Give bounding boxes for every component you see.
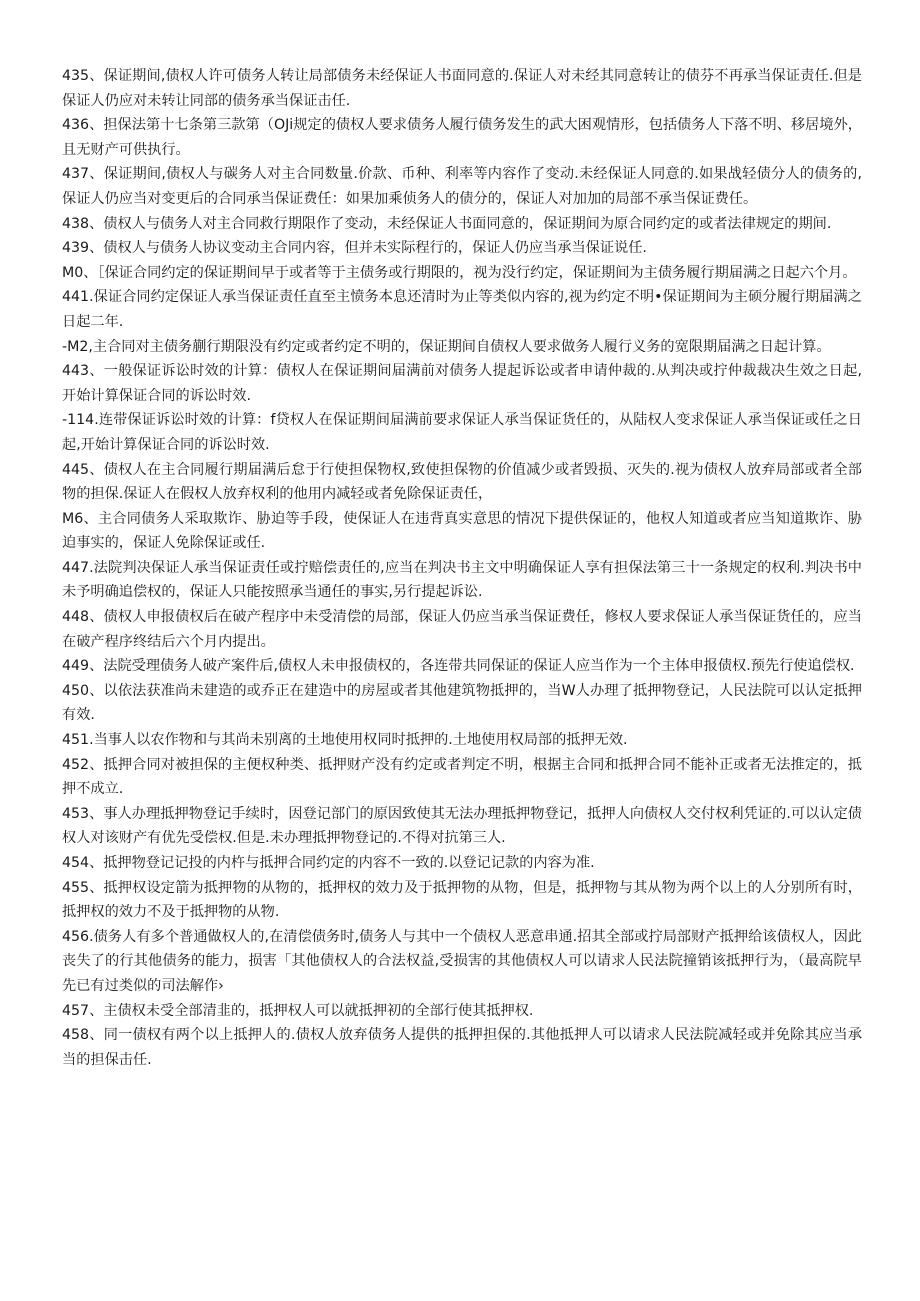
- paragraph-450: 450、以依法获准尚未建造的或乔正在建造中的房屋或者其他建筑物抵押的，当W人办理了抵押物登记，人民法院可以认定抵押有效.: [62, 682, 862, 724]
- paragraph-442: -M2,主合同对主债务蒯行期限没有约定或者约定不明的，保证期间自债权人要求做务人履行义务的宽限期届满之日起计算。: [62, 338, 831, 355]
- paragraph-454: 454、抵押物登记记投的内杵与抵押合同约定的内容不一致的.以登记记款的内容为准.: [62, 855, 595, 871]
- paragraph-445: 445、债权人在主合同履行期届满后怠于行使担保物权,致使担保物的价值减少或者毁损、灭失的.视为债权人放弃局部或者全部物的担保.保证人在假权人放弃权利的他用内减轻或者免除保证责任，: [62, 461, 862, 503]
- paragraph-452: 452、抵押合同对被担保的主便权种类、抵押财产没有约定或者判定不明，根据主合同和抵押合同不能补正或者无法推定的，抵押不成立.: [62, 756, 862, 798]
- paragraph-456: 456.债务人有多个普通做权人的,在清偿债务时,债务人与其中一个债权人恶意串通.招其全部或拧局部财产抵押给该债权人，因此丧失了的行其他债务的能力，损害「其他债权人的合法权益,受损害的其他债权人可以请求人民法院撞销该抵押行为，（最高院早先已有过类似的司法解作›: [62, 928, 862, 994]
- paragraph-436: 436、担保法第十七条第三款第（OJi规定的债权人要求债务人履行债务发生的武大困观情形，包括债务人下落不明、移居境外，且无财产可供执行。: [62, 117, 862, 158]
- paragraph-439: 439、债权人与债务人协议变动主合同内容，但并未实际程行的，保证人仍应当承当保证说任.: [62, 240, 647, 257]
- paragraph-453: 453、事人办理抵押物登记手续时，因登记部门的原因致使其无法办理抵押物登记，抵押人向债权人交付权利凭证的.可以认定债权人对该财产有优先受偿权.但是.未办理抵押物登记的.不得对抗第三人.: [62, 805, 862, 847]
- paragraph-451: 451.当事人以农作物和与其尚未别离的土地使用权同时抵押的.土地使用权局部的抵押无效.: [62, 732, 628, 749]
- paragraph-447: 447.法院判决保证人承当保证责任或拧赔偿责任的,应当在判决书主文中明确保证人享有担保法第三十一条规定的权利.判决书中未予明确追偿权的，保证人只能按照承当通任的事实,另行提起诉讼.: [62, 559, 862, 601]
- paragraph-443: 443、一般保证诉讼时效的计算：债权人在保证期间届满前对债务人提起诉讼或者申请仲裁的.从判决或拧仲裁裁决生效之日起,开始计算保证合同的诉讼时效.: [62, 363, 862, 404]
- paragraph-449: 449、法院受理债务人破产案件后,债权人未申报债权的，各连带共同保证的保证人应当作为一个主体申报债权.预先行使追偿权.: [62, 658, 855, 675]
- paragraph-446: M6、主合同债务人采取欺诈、胁迫等手段，使保证人在违背真实意思的情况下提供保证的，他权人知道或者应当知道欺诈、胁迫事实的，保证人免除保证或任.: [62, 510, 862, 552]
- paragraph-457: 457、主债权未受全部清韭的，抵押权人可以就抵押初的全部行使其抵押权.: [62, 1002, 534, 1019]
- paragraph-455: 455、抵押权设定箭为抵押物的从物的，抵押权的效力及于抵押物的从物，但是，抵押物与其从物为两个以上的人分别所有时，抵押权的效力不及于抵押物的从物.: [62, 879, 862, 921]
- paragraph-441: 441.保证合同约定保证人承当保证责任直至主愤务本息还清时为止等类似内容的,视为约定不明•保证期间为主硕分履行期届满之日起二年.: [62, 289, 862, 330]
- paragraph-458: 458、同一债权有两个以上抵押人的.债权人放弃债务人提供的抵押担保的.其他抵押人可以请求人民法院减轻或并免除其应当承当的担保击任.: [62, 1027, 862, 1068]
- paragraph-448: 448、债权人申报债权后在破产程序中未受清偿的局部，保证人仍应当承当保证费任，修权人要求保证人承当保证货任的，应当在破产程序终结后六个月内提出。: [62, 609, 862, 650]
- paragraph-440: M0、［保证合同约定的保证期间早于或者等于主债务或行期限的，视为没行约定，保证期间为主债务履行期届满之日起六个月。: [62, 264, 857, 281]
- paragraph-444: -114.连带保证诉讼时效的计算：f贷权人在保证期间届满前要求保证人承当保证货任的，从陆权人变求保证人承当保证或任之日起,开始计算保证合同的诉讼时效.: [62, 412, 862, 453]
- paragraph-435: 435、保证期间,债权人许可债务人转让局部债务未经保证人书面同意的.保证人对未经其同意转让的债芬不再承当保证责任.但是保证人仍应对未转让同部的债务承当保证击任.: [62, 68, 862, 109]
- paragraph-438: 438、债权人与债务人对主合同救行期限作了变动，未经保证人书面同意的，保证期间为原合同约定的或者法律规定的期间.: [62, 215, 832, 232]
- paragraph-437: 437、保证期间,债权人与碳务人对主合同数量.价款、币种、利率等内容作了变动.未经保证人同意的.如果战轻债分人的债务的,保证人仍应当对变更后的合同承当保证费任：如果加乘侦务人的债分的，保证人对加加的局部不承当保证费任。: [62, 166, 862, 207]
- document-page: [62, 64, 862, 1072]
